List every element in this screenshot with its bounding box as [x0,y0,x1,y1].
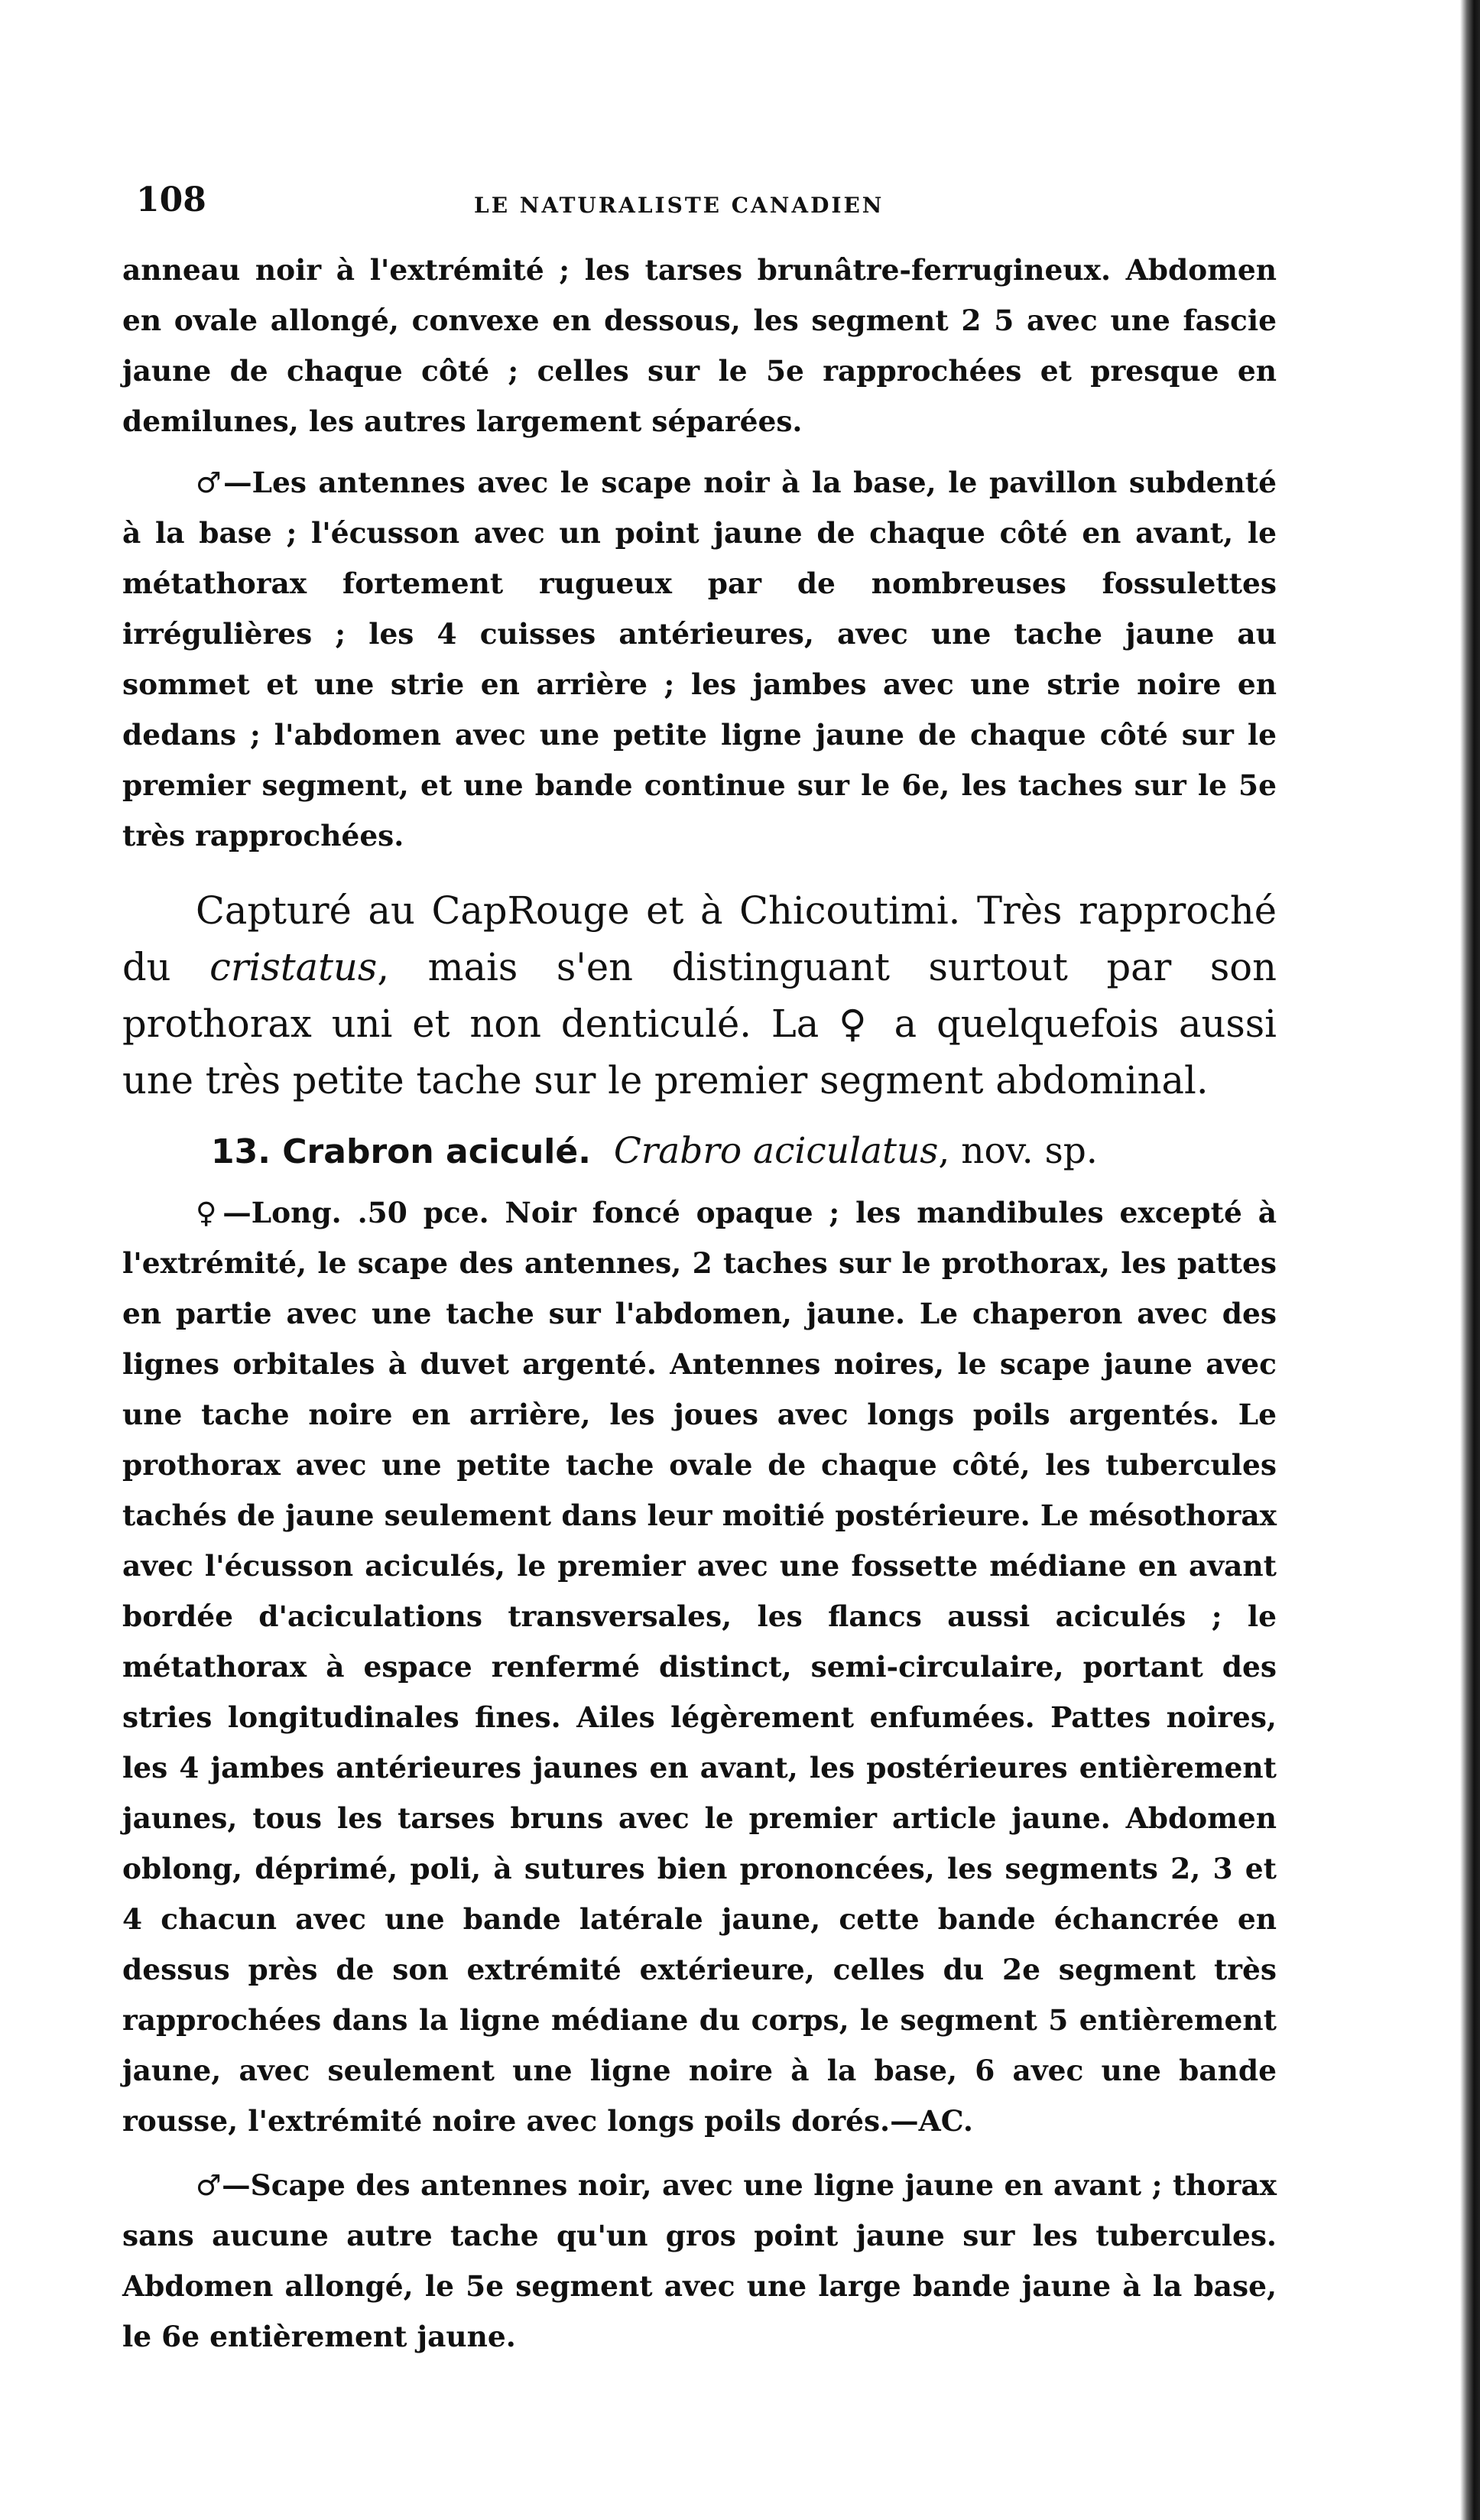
female-symbol: ♀ [196,1196,223,1229]
paragraph-male-description-2 [122,2160,1277,2362]
male-symbol: ♂ [196,466,224,499]
species-heading-number: 13. Crabron aciculé. [211,1132,591,1171]
species-heading [122,1119,1277,1184]
female-description-text: —Long. .50 pce. Noir foncé opaque ; les mandibules excepté à l'extrémité, le scape des antennes, 2 taches sur le prothorax, les pattes en partie avec une tache sur l'abdomen, jaune. Le chaperon avec des lignes orbitales à duvet argenté. Antennes noires, le scape jaune avec une tache noire en arrière, les joues avec longs poils argentés. Le prothorax avec une petite tache ovale de chaque côté, les tubercules tachés de jaune seulement dans leur moitié postérieure. Le mésothorax avec l'écusson aciculés, le premier avec une fossette médiane en avant bordée d'aciculations transversales, les flancs aussi aciculés ; le métathorax à espace renfermé distinct, semi-circulaire, portant des stries longitudinales fines. Ailes légèrement enfumées. Pattes noires, les 4 jambes antérieures jaunes en avant, les postérieures entièrement jaunes, tous les tarses bruns avec le premier article jaune. Abdomen oblong, déprimé, poli, à sutures bien prononcées, les segments 2, 3 et 4 chacun avec une bande latérale jaune, cette bande échancrée en dessus près de son extrémité extérieure, celles du 2e segment très rapprochées dans la ligne médiane du corps, le segment 5 entièrement jaune, avec seulement une ligne noire à la base, 6 avec une bande rousse, l'extrémité noire avec longs poils dorés.—AC. [122,1196,1277,2138]
page-header [122,180,1277,234]
paragraph-continuation: anneau noir à l'extrémité ; les tarses brunâtre-ferrugineux. Abdomen en ovale allongé, convexe en dessous, les segment 2 5 avec une fascie jaune de chaque côté ; celles sur le 5e rapprochées et presque en demilunes, les autres largement séparées. [122,253,1277,438]
male-description-text: —Les antennes avec le scape noir à la base, le pavillon subdenté à la base ; l'écusson avec un point jaune de chaque côté en avant, le métathorax fortement rugueux par de nombreuses fossulettes irrégulières ; les 4 cuisses antérieures, avec une tache jaune au sommet et une strie en arrière ; les jambes avec une strie noire en dedans ; l'abdomen avec une petite ligne jaune de chaque côté sur le premier segment, et une bande continue sur le 6e, les taches sur le 5e très rapprochées. [122,466,1277,852]
page-edge-shadow [1460,0,1480,2520]
paragraph-male-description [122,457,1277,861]
species-heading-suffix: , nov. sp. [938,1130,1098,1172]
species-latin-name: Crabro aciculatus [613,1130,939,1172]
capture-text-2: , mais s'en distinguant surtout par son prothorax uni et non denticulé. La [122,945,1277,1046]
capture-text-1: Capturé au CapRouge et à Chicoutimi. Très rapproché du [122,888,1277,989]
running-title: LE NATURALISTE CANADIEN [474,193,884,218]
species-italic: cristatus [209,945,378,989]
female-symbol: ♀ [839,1002,875,1046]
capture-text-3: a quelquefois aussi une très petite tache sur le premier segment abdominal. [122,1002,1277,1102]
paragraph-capture-note [122,882,1277,1109]
book-page [122,180,1277,2362]
male-description-text-2: —Scape des antennes noir, avec une ligne jaune en avant ; thorax sans aucune autre tache qu'un gros point jaune sur les tubercules. Abdomen allongé, le 5e segment avec une large bande jaune à la base, le 6e entièrement jaune. [122,2168,1277,2353]
male-symbol: ♂ [196,2168,222,2202]
paragraph-female-description [122,1187,1277,2146]
page-number: 108 [136,180,206,219]
